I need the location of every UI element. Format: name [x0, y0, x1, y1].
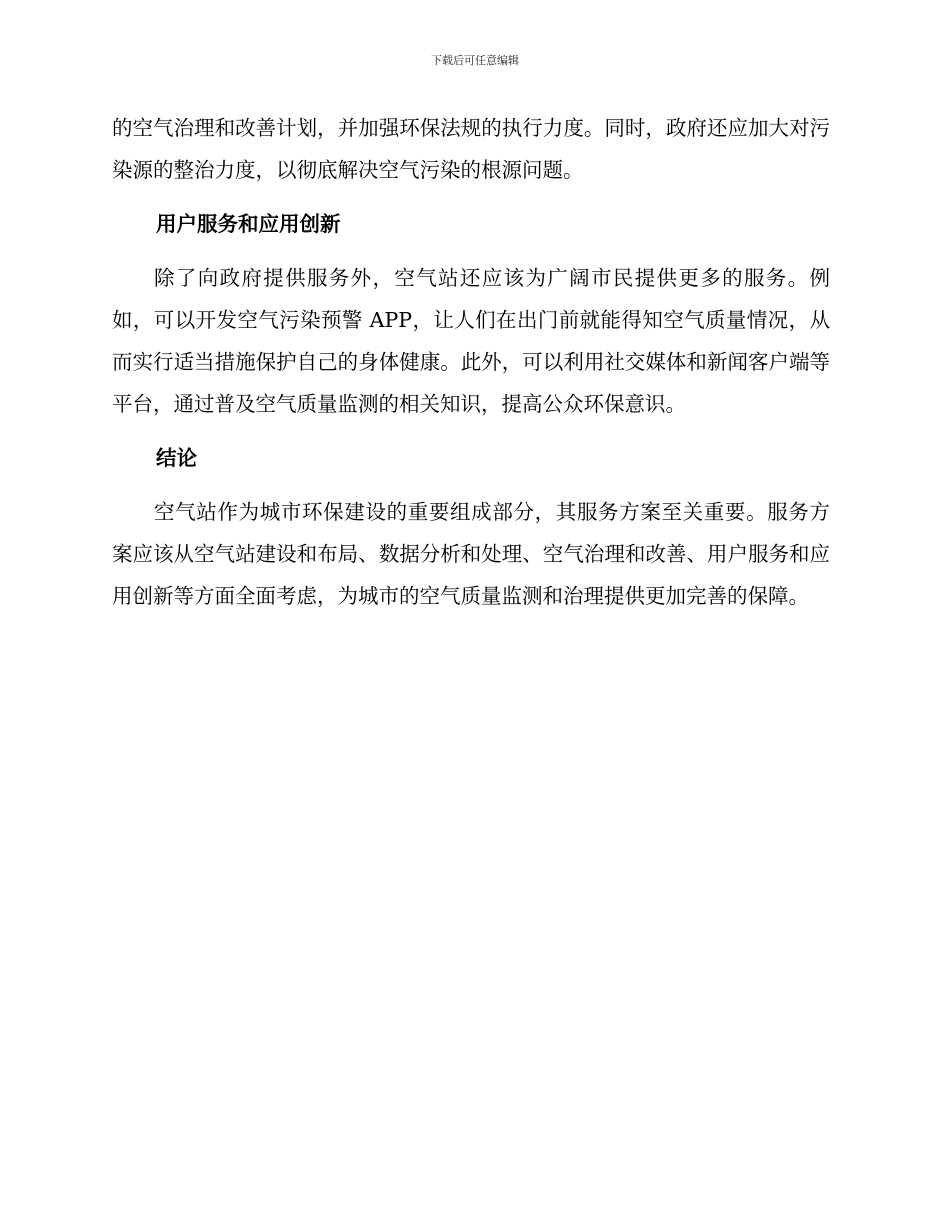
user-services-paragraph: 除了向政府提供服务外，空气站还应该为广阔市民提供更多的服务。例如，可以开发空气污染预警 APP，让人们在出门前就能得知空气质量情况，从而实行适当措施保护自己的身体健康。此外，可以利用社交媒体和新闻客户端等平台，通过普及空气质量监测的相关知识，提高公众环保意识。 — [112, 266, 830, 416]
page-header: 下载后可任意编辑 — [431, 54, 519, 67]
conclusion-paragraph: 空气站作为城市环保建设的重要组成部分，其服务方案至关重要。服务方案应该从空气站建设和布局、数据分析和处理、空气治理和改善、用户服务和应用创新等方面全面考虑，为城市的空气质量监测和治理提供更加完善的保障。 — [112, 500, 830, 608]
document-body — [112, 107, 830, 617]
section-heading-user-services: 用户服务和应用创新 — [156, 212, 341, 236]
intro-paragraph: 的空气治理和改善计划，并加强环保法规的执行力度。同时，政府还应加大对污染源的整治力度，以彻底解决空气污染的根源问题。 — [112, 116, 830, 182]
section-heading-conclusion: 结论 — [156, 446, 197, 470]
